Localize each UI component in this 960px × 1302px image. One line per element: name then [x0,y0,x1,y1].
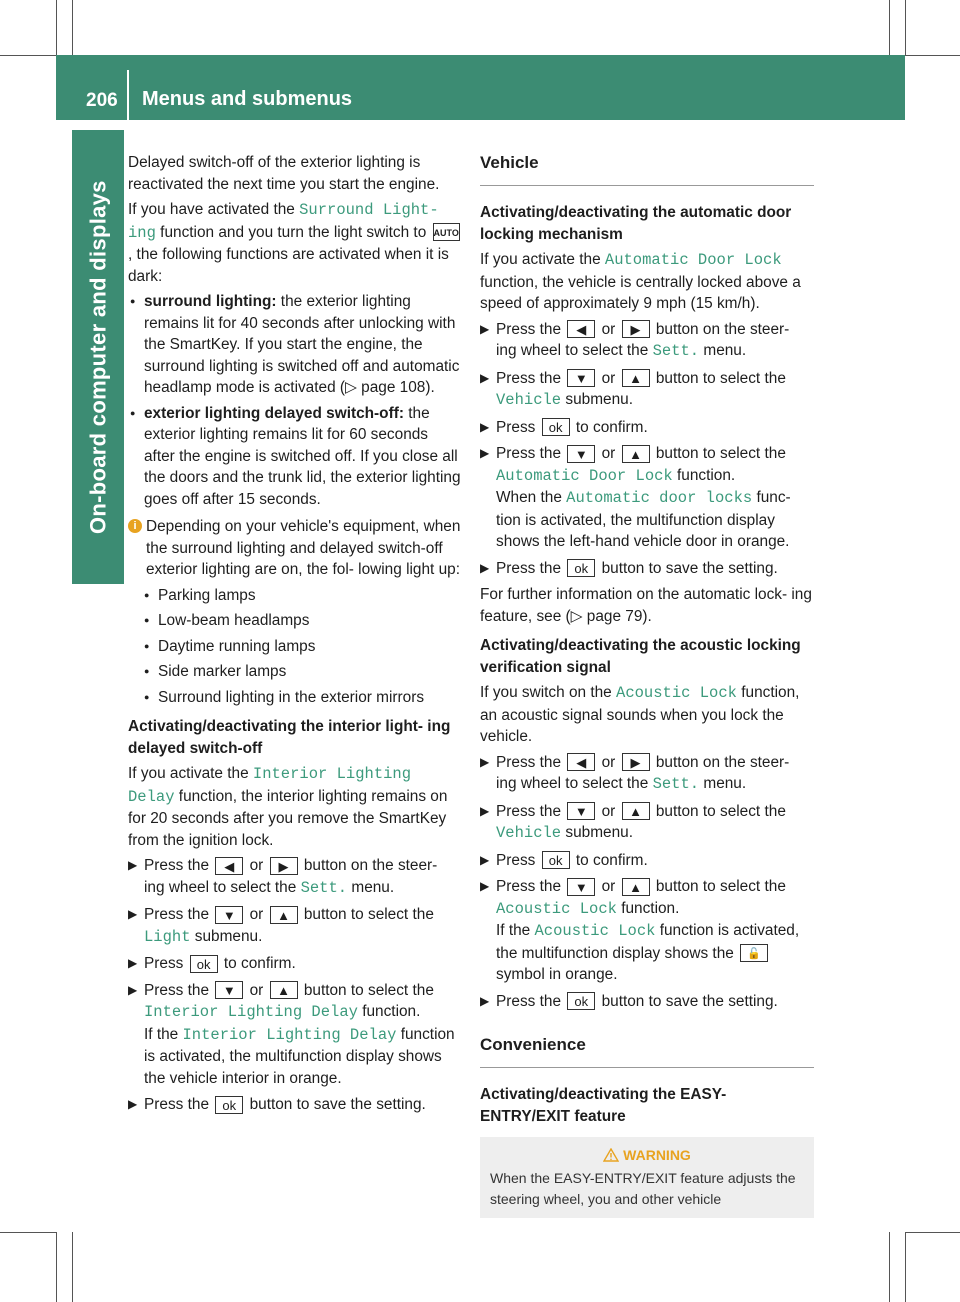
step-arrow-icon: ▶ [480,993,490,1008]
text: button to save the setting. [597,992,778,1010]
code-term: Light [144,927,191,946]
left-key-icon: ◀ [567,753,595,771]
text: Press the [496,802,566,820]
step-arrow-icon: ▶ [128,956,138,970]
bullet-icon: ● [144,615,150,625]
ok-key-icon: ok [215,1096,243,1114]
text: , the following functions are activated when it is dark: [128,246,449,285]
text: or [597,320,620,338]
bold-term: surround lighting: [144,293,277,310]
ok-key-icon: ok [567,992,595,1010]
text: Press the [496,445,566,462]
bullet-icon: ● [144,691,150,702]
step-arrow-icon: ▶ [480,803,490,818]
text: or [245,981,268,999]
text: or [597,369,620,387]
left-column [128,152,462,1121]
bullet-icon: ● [130,407,136,418]
text: function and you turn the light switch to [155,223,431,241]
step [480,752,814,796]
text: or [597,878,620,895]
text: submenu. [561,391,633,408]
step-arrow-icon: ▶ [128,907,138,921]
section-heading: Activating/deactivating the interior light- ing delayed switch-off [128,718,451,757]
right-key-icon: ▶ [270,857,298,875]
section-title-vehicle: Vehicle [480,153,539,172]
step-arrow-icon: ▶ [480,419,490,434]
step [128,1094,462,1116]
up-key-icon: ▲ [270,906,298,924]
text: button to select the [299,906,434,923]
step [480,801,814,845]
step-arrow-icon: ▶ [480,370,490,385]
step [480,876,814,986]
text: or [597,753,620,771]
text: or [597,445,620,462]
up-key-icon: ▲ [622,445,650,463]
text: Press the [496,320,566,338]
right-column [480,152,814,1218]
text: If you activate the [480,251,605,268]
bold-term: exterior lighting delayed switch-off: [144,404,404,422]
code-term: Interior Lighting Delay [128,765,412,806]
text: function is activated, the multifunction display shows the vehicle interior in orange. [144,1025,455,1087]
side-tab-title: On-board computer and displays [85,180,111,534]
surround-paragraph [128,199,462,287]
text: submenu. [561,824,633,841]
step-arrow-icon: ▶ [128,858,138,872]
text: button on the steer- ing wheel to select the [496,320,790,359]
text: button to select the [299,981,434,999]
header-divider [127,70,129,120]
code-term: Automatic Door Lock [496,466,673,485]
text: If you activate the [128,765,253,782]
step [480,558,814,580]
list-item [128,610,462,632]
step [480,417,814,439]
code-term: Acoustic Lock [496,899,617,918]
step-arrow-icon: ▶ [480,560,490,575]
section-heading: Activating/deactivating the automatic door locking mechanism [480,204,792,243]
code-term: Acoustic Lock [616,684,737,702]
text: Daytime running lamps [158,637,316,655]
ok-key-icon: ok [190,955,218,973]
bullet-icon: ● [144,666,150,676]
divider [480,1067,814,1068]
text: function is activated, the multifunction display shows the [496,922,800,962]
text: to confirm. [219,955,296,972]
code-term: Vehicle [496,824,562,842]
text: Low-beam headlamps [158,612,310,629]
down-key-icon: ▼ [567,878,595,896]
step-arrow-icon: ▶ [480,321,490,336]
text: Press [496,851,540,869]
down-key-icon: ▼ [215,906,243,924]
info-icon: i [128,519,142,533]
code-term: Sett. [300,878,348,897]
text: button to save the setting. [597,559,778,577]
surround-lighting-code: Surround Light- ing [128,201,439,242]
text: When the [496,489,567,506]
list-item [128,687,462,709]
text: Press the [496,369,566,387]
text: button to select the [651,369,786,387]
text: or [245,906,268,923]
text: function. [616,899,680,917]
text: function. [357,1003,421,1020]
list-item [128,291,462,399]
text: Press the [144,906,214,923]
up-key-icon: ▲ [622,878,650,896]
section-heading: Activating/deactivating the EASY- ENTRY/EXIT feature [480,1086,727,1125]
text: button to select the [651,878,786,895]
step-arrow-icon: ▶ [480,852,490,867]
unlock-icon: 🔓 [740,944,768,962]
list-item [128,661,462,683]
bullet-icon: ● [144,640,150,651]
section-title-convenience: Convenience [480,1035,586,1054]
down-key-icon: ▼ [567,802,595,820]
step [128,953,462,975]
step-arrow-icon: ▶ [480,446,490,460]
text: menu. [347,878,395,896]
code-term: Automatic door locks [566,489,753,507]
text: Press the [144,1096,214,1113]
text: If you switch on the [480,684,617,701]
text: If you have activated the [128,201,300,218]
step-arrow-icon: ▶ [128,1097,138,1111]
step [480,319,814,363]
warning-icon [603,1148,619,1162]
text: Press [496,418,540,436]
step [480,443,814,553]
text: button to select the [651,802,786,820]
down-key-icon: ▼ [567,445,595,463]
section-heading: Activating/deactivating the acoustic locking verification signal [480,637,801,676]
text: button on the steer- ing wheel to select the [496,753,790,792]
left-key-icon: ◀ [567,320,595,338]
step [128,855,462,899]
ok-key-icon: ok [542,418,570,436]
warning-title-text: WARNING [623,1147,691,1163]
list-item [128,636,462,658]
paragraph [128,763,462,851]
right-key-icon: ▶ [622,753,650,771]
text: menu. [699,342,747,359]
warning-text: When the EASY-ENTRY/EXIT feature adjusts the steering wheel, you and other vehicle [490,1170,796,1207]
ok-key-icon: ok [567,559,595,577]
step [128,980,462,1090]
right-key-icon: ▶ [622,320,650,338]
warning-box [480,1137,814,1218]
text: symbol in orange. [496,966,618,983]
code-term: Interior Lighting Delay [144,1003,358,1021]
text: Press the [496,992,566,1010]
text: or [245,857,268,874]
list-item [128,585,462,607]
text: Press the [144,857,214,874]
up-key-icon: ▲ [270,981,298,999]
info-note [128,516,462,581]
text: function, the vehicle is centrally locked above a speed of approximately 9 mph (15 km/h). [480,273,801,312]
info-text: Depending on your vehicle's equipment, when the surround lighting and delayed switch-off exterior lighting are on, the fol- lowing light up: [146,518,461,578]
up-key-icon: ▲ [622,369,650,387]
text: submenu. [190,927,263,945]
text: button to save the setting. [245,1096,426,1113]
divider [480,185,814,186]
text: menu. [699,775,747,792]
up-key-icon: ▲ [622,802,650,820]
text: function. [672,466,736,484]
text: Surround lighting in the exterior mirrors [158,688,425,706]
text: to confirm. [571,418,648,436]
step [480,368,814,412]
text: the exterior lighting remains lit for 60 seconds after the engine is switched off. If you close all the doors and the trunk lid, the exterior lighting goes off after 15 seconds. [144,404,461,508]
bullet-icon: ● [130,296,136,306]
text: Press the [496,559,566,577]
step [128,904,462,948]
step-arrow-icon: ▶ [480,754,490,769]
down-key-icon: ▼ [567,369,595,387]
intro-paragraph: Delayed switch-off of the exterior lighting is reactivated the next time you start the engine. [128,154,440,193]
code-term: Automatic Door Lock [604,251,782,269]
text: or [597,802,620,820]
text: Side marker lamps [158,663,287,680]
list-item [128,403,462,511]
ok-key-icon: ok [542,851,570,869]
page-number: 206 [86,90,118,111]
auto-symbol: AUTO [433,223,460,241]
warning-title [490,1145,804,1166]
paragraph: For further information on the automatic lock- ing feature, see (▷ page 79). [480,586,812,625]
header-title: Menus and submenus [142,88,353,110]
text: Press the [144,981,214,999]
text: to confirm. [571,851,648,869]
code-term: Vehicle [496,391,562,409]
paragraph [480,682,814,748]
text: Press the [496,878,566,895]
code-term: Sett. [652,775,700,793]
text: button on the steer- ing wheel to select the [144,857,438,896]
code-term: Acoustic Lock [534,922,656,940]
text: the exterior lighting remains lit for 40 seconds after unlocking with the SmartKey. If you start the engine, the surround lighting is switched off and automatic headlamp mode is activated (▷ page 108). [144,293,460,396]
text: Press the [496,753,566,771]
step [480,850,814,872]
down-key-icon: ▼ [215,981,243,999]
text: If the [144,1025,183,1043]
step [480,991,814,1013]
text: function, the interior lighting remains on for 20 seconds after you remove the SmartKey from the ignition lock. [128,787,448,849]
left-key-icon: ◀ [215,857,243,875]
paragraph [480,249,814,315]
bullet-icon: ● [144,589,150,600]
text: func- tion is activated, the multifunction display shows the left-hand vehicle door in orange. [496,489,791,550]
step-arrow-icon: ▶ [128,982,138,997]
step-arrow-icon: ▶ [480,879,490,893]
text: button to select the [651,445,786,462]
code-term: Sett. [652,342,700,360]
text: If the [496,922,535,939]
text: Press [144,955,188,972]
text: function, an acoustic signal sounds when you lock the vehicle. [480,684,800,745]
code-term: Interior Lighting Delay [182,1025,397,1044]
text: Parking lamps [158,586,256,604]
